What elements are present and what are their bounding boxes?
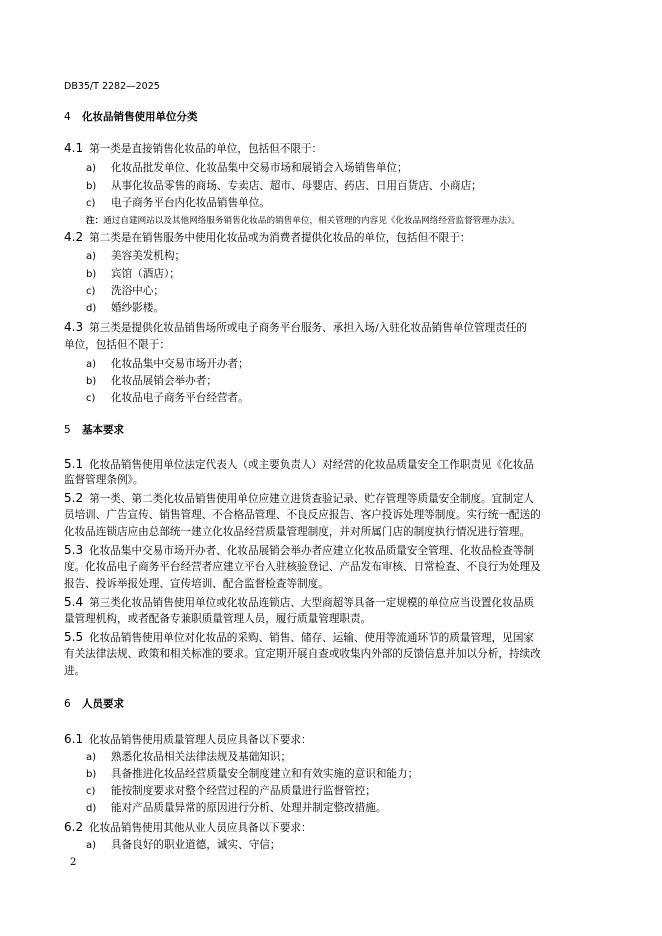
clause-continuation: 进。 [64,665,86,677]
item-text: 从事化妆品零售的商场、专卖店、超市、母婴店、药店、日用百货店、小商店； [111,180,482,192]
clause-text: 化妆品销售使用单位对化妆品的采购、销售、储存、运输、使用等流通环节的质量管理，见国家 [89,632,535,644]
section-4-heading [64,110,198,124]
clause-text: 化妆品销售使用其他从业人员应具备以下要求： [89,822,312,834]
item-text: 化妆品集中交易市场开办者； [111,358,249,370]
note-text: 通过自建网站以及其他网络服务销售化妆品的销售单位，相关管理的内容见《化妆品网络经营监督管理办法》。 [103,216,520,226]
clause-text: 化妆品销售使用单位法定代表人（或主要负责人）对经营的化妆品质量安全工作职责见《化妆品 [89,459,535,471]
clause-continuation: 度。化妆品电子商务平台经营者应建立平台入驻核验登记、产品发布审核、日常检查、不良行为处理及 [64,561,541,573]
clause-number: 4.3 [64,320,84,334]
clause-4-1 [64,141,322,156]
item-label: a) [86,752,97,763]
list-item [86,357,249,372]
item-label: d) [86,803,97,814]
list-item [86,196,270,211]
item-label: c) [86,198,96,209]
section-title: 人员要求 [82,698,124,710]
item-text: 化妆品批发单位、化妆品集中交易市场和展销会入场销售单位； [111,162,408,174]
list-item [86,801,386,816]
item-label: b) [86,376,97,387]
item-text: 化妆品电子商务平台经营者。 [111,392,249,404]
section-number: 4 [64,111,71,123]
page-number: 2 [70,857,77,868]
item-label: a) [86,840,97,851]
list-item [86,838,281,853]
clause-4-3 [64,320,527,335]
item-label: a) [86,163,97,174]
item-text: 熟悉化妆品相关法律法规及基础知识； [111,751,292,763]
list-item [86,267,180,282]
clause-text: 第三类化妆品销售使用单位或化妆品连锁店、大型商超等具备一定规模的单位应当设置化妆品质 [89,597,535,609]
clause-continuation: 单位，包括但不限于： [64,339,170,351]
clause-number: 6.1 [64,732,84,746]
clause-5-5 [64,630,534,645]
clause-5-3 [64,543,534,558]
item-label: b) [86,769,97,780]
item-label: c) [86,393,96,404]
clause-text: 第一类、第二类化妆品销售使用单位应建立进货查验记录、贮存管理等质量安全制度。宜制定人 [89,493,535,505]
item-text: 具备良好的职业道德，诚实、守信； [111,839,281,851]
clause-text: 第一类是直接销售化妆品的单位，包括但不限于： [89,143,323,155]
section-number: 5 [64,424,71,436]
item-label: c) [86,786,96,797]
item-text: 化妆品展销会举办者； [111,375,217,387]
clause-continuation: 报告、投诉举报处理、宣传培训、配合监督检查等制度。 [64,578,329,590]
clause-6-2 [64,820,312,835]
clause-4-2 [64,230,470,245]
item-label: b) [86,181,97,192]
standard-code: DB35/T 2282—2025 [64,81,160,92]
clause-5-4 [64,595,534,610]
clause-continuation: 量管理机构，或者配备专兼职质量管理人员，履行质量管理职责。 [64,613,372,625]
item-text: 能按制度要求对整个经营过程的产品质量进行监督管控； [111,785,376,797]
clause-number: 5.4 [64,595,84,609]
clause-number: 6.2 [64,820,84,834]
item-text: 婚纱影楼。 [111,302,164,314]
clause-5-2 [64,491,534,506]
item-label: d) [86,303,97,314]
section-5-heading [64,423,124,437]
note-label: 注： [86,216,104,226]
note [86,214,520,228]
clause-continuation: 化妆品连锁店应由总部统一建立化妆品经营质量管理制度，并对所属门店的制度执行情况进行管理。 [64,526,531,538]
list-item [86,249,185,264]
clause-number: 5.1 [64,457,84,471]
list-item [86,284,164,299]
clause-5-1 [64,457,534,472]
item-text: 宾馆（酒店）； [111,268,180,280]
section-title: 基本要求 [82,424,124,436]
clause-text: 第二类是在销售服务中使用化妆品或为消费者提供化妆品的单位，包括但不限于： [89,232,471,244]
list-item [86,374,217,389]
list-item [86,161,408,176]
section-number: 6 [64,698,71,710]
item-text: 电子商务平台内化妆品销售单位。 [111,197,270,209]
item-label: a) [86,359,97,370]
section-title: 化妆品销售使用单位分类 [82,111,198,123]
clause-continuation: 员培训、广告宣传、销售管理、不合格品管理、不良反应报告、客户投诉处理等制度。实行统一配送的 [64,509,541,521]
clause-text: 第三类是提供化妆品销售场所或电子商务平台服务、承担入场/入驻化妆品销售单位管理责任的 [89,322,528,334]
list-item [86,784,376,799]
clause-continuation: 有关法律法规、政策和相关标准的要求。宜定期开展自查或收集内外部的反馈信息并加以分析，持续改 [64,648,541,660]
list-item [86,179,482,194]
list-item [86,301,164,316]
item-label: a) [86,251,97,262]
clause-6-1 [64,732,312,747]
clause-continuation: 监督管理条例》。 [64,474,144,486]
item-label: c) [86,286,96,297]
clause-text: 化妆品销售使用质量管理人员应具备以下要求： [89,734,312,746]
list-item [86,391,249,406]
item-label: b) [86,269,97,280]
item-text: 具备推进化妆品经营质量安全制度建立和有效实施的意识和能力； [111,768,419,780]
clause-number: 5.2 [64,491,84,505]
item-text: 洗浴中心； [111,285,164,297]
list-item [86,767,418,782]
item-text: 能对产品质量异常的原因进行分析、处理并制定整改措施。 [111,802,387,814]
clause-number: 4.1 [64,141,84,155]
clause-number: 5.5 [64,630,84,644]
clause-number: 5.3 [64,543,84,557]
clause-text: 化妆品集中交易市场开办者、化妆品展销会举办者应建立化妆品质量安全管理、化妆品检查等制 [89,545,535,557]
clause-number: 4.2 [64,230,84,244]
list-item [86,750,291,765]
item-text: 美容美发机构； [111,250,186,262]
section-6-heading [64,697,124,711]
